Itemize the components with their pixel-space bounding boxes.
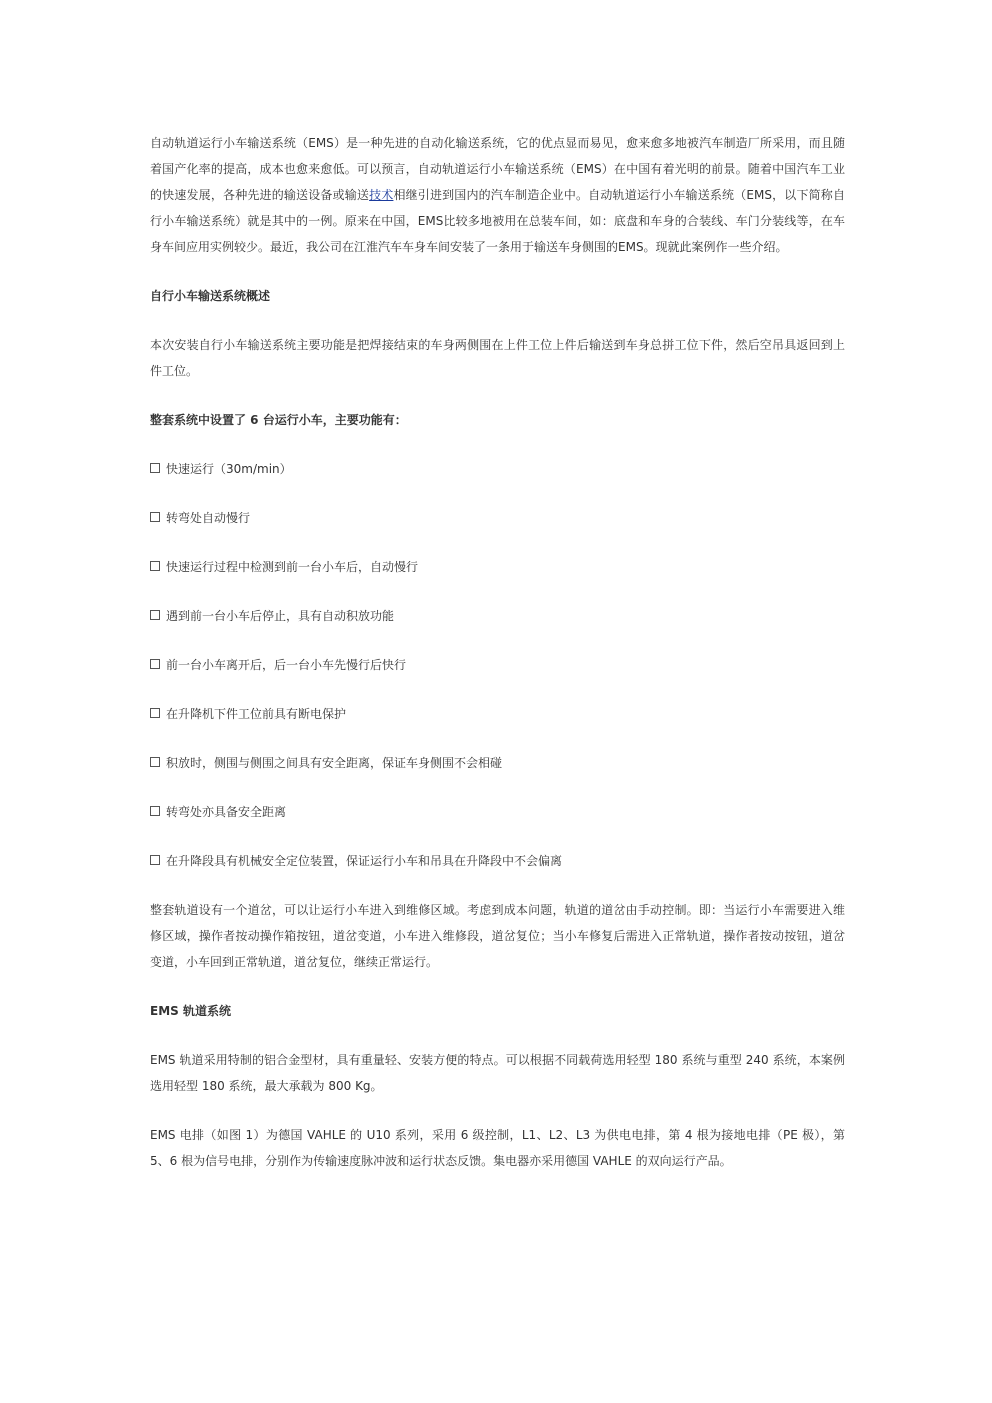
checkbox-bullet-icon <box>150 561 160 571</box>
checkbox-bullet-icon <box>150 855 160 865</box>
feature-item-text: 遇到前一台小车后停止，具有自动积放功能 <box>166 609 395 623</box>
feature-item <box>150 505 845 531</box>
feature-item <box>150 652 845 678</box>
technology-link[interactable]: 技术 <box>369 188 394 202</box>
feature-item-text: 前一台小车离开后，后一台小车先慢行后快行 <box>166 658 407 672</box>
checkbox-bullet-icon <box>150 806 160 816</box>
section-heading-overview: 自行小车输送系统概述 <box>150 289 271 303</box>
checkbox-bullet-icon <box>150 463 160 473</box>
feature-item <box>150 456 845 482</box>
feature-item-text: 快速运行过程中检测到前一台小车后，自动慢行 <box>166 560 419 574</box>
checkbox-bullet-icon <box>150 757 160 767</box>
busbar-paragraph: EMS 电排（如图 1）为德国 VAHLE 的 U10 系列，采用 6 级控制，L1、L2、L3 为供电电排，第 4 根为接地电排（PE 极），第 5、6 根为信号电排，分别作为传输速度脉冲波和运行状态反馈。集电器亦采用德国 VAHLE 的双向运行产品。 <box>150 1128 845 1168</box>
features-subheading: 整套系统中设置了 6 台运行小车，主要功能有： <box>150 413 407 427</box>
feature-item-text: 积放时，侧围与侧围之间具有安全距离，保证车身侧围不会相碰 <box>166 756 503 770</box>
feature-item-text: 在升降机下件工位前具有断电保护 <box>166 707 347 721</box>
checkbox-bullet-icon <box>150 659 160 669</box>
feature-item <box>150 554 845 580</box>
track-material-paragraph: EMS 轨道采用特制的铝合金型材，具有重量轻、安装方便的特点。可以根据不同载荷选用轻型 180 系统与重型 240 系统，本案例选用轻型 180 系统，最大承载为 800 Kg。 <box>150 1053 845 1093</box>
document-body <box>150 130 845 1174</box>
feature-item <box>150 848 845 874</box>
intro-text-before-link: 自动轨道运行小车输送系统（EMS）是一种先进的自动化输送系统，它的优点显而易见，愈来愈多地被汽车制造厂所采用，而且随着国产化率的提高，成本也愈来愈低。可以预言，自动轨道运行小车输送系统（EMS）在中国有着光明的前景。随着中国汽车工业的快速发展，各种先进的输送设备或输送 <box>150 136 845 202</box>
section-heading-ems-track: EMS 轨道系统 <box>150 1004 231 1018</box>
feature-item-text: 转弯处自动慢行 <box>166 511 251 525</box>
intro-text-after-link: 相继引进到国内的汽车制造企业中。自动轨道运行小车输送系统（EMS，以下简称自行小车输送系统）就是其中的一例。原来在中国，EMS比较多地被用在总装车间，如：底盘和车身的合装线、车门分装线等，在车身车间应用实例较少。最近，我公司在江淮汽车车身车间安装了一条用于输送车身侧围的EMS。现就此案例作一些介绍。 <box>150 188 845 254</box>
overview-paragraph: 本次安装自行小车输送系统主要功能是把焊接结束的车身两侧围在上件工位上件后输送到车身总拼工位下件，然后空吊具返回到上件工位。 <box>150 338 845 378</box>
switch-track-paragraph: 整套轨道设有一个道岔，可以让运行小车进入到维修区域。考虑到成本问题，轨道的道岔由手动控制。即：当运行小车需要进入维修区域，操作者按动操作箱按钮，道岔变道，小车进入维修段，道岔复位；当小车修复后需进入正常轨道，操作者按动按钮，道岔变道，小车回到正常轨道，道岔复位，继续正常运行。 <box>150 903 845 969</box>
feature-item <box>150 799 845 825</box>
feature-item <box>150 750 845 776</box>
feature-item <box>150 701 845 727</box>
checkbox-bullet-icon <box>150 708 160 718</box>
intro-paragraph <box>150 130 845 260</box>
checkbox-bullet-icon <box>150 610 160 620</box>
feature-item-text: 转弯处亦具备安全距离 <box>166 805 287 819</box>
feature-item <box>150 603 845 629</box>
feature-item-text: 快速运行（30m/min） <box>166 462 292 476</box>
checkbox-bullet-icon <box>150 512 160 522</box>
feature-item-text: 在升降段具有机械安全定位装置，保证运行小车和吊具在升降段中不会偏离 <box>166 854 563 868</box>
